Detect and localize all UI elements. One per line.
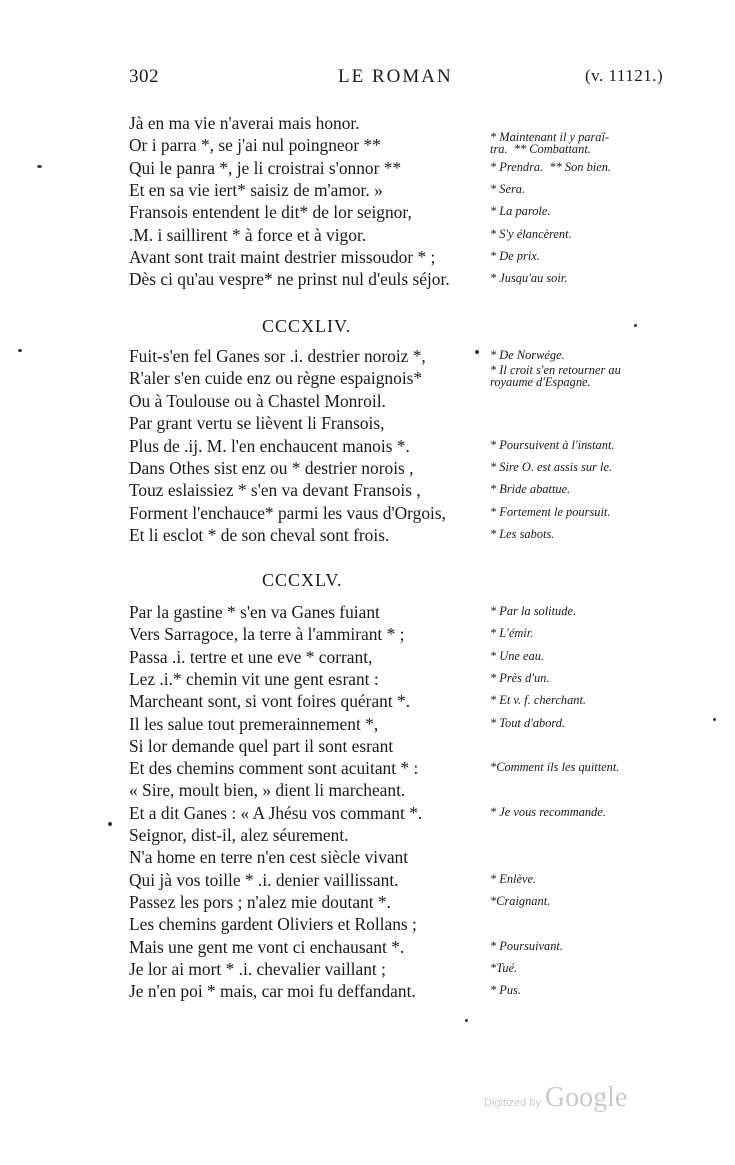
verse-line bbox=[0, 112, 735, 134]
verse-line bbox=[0, 713, 735, 735]
margin-gloss: * S'y élancèrent. bbox=[490, 226, 572, 241]
verse-text: Vers Sarragoce, la terre à l'ammirant * ; bbox=[129, 624, 405, 645]
verse-text: Si lor demande quel part il sont esrant bbox=[129, 735, 394, 756]
scan-speck bbox=[108, 822, 112, 826]
margin-gloss: *Craignant. bbox=[490, 893, 551, 908]
verse-text: Et en sa vie iert* saisiz de m'amor. » bbox=[129, 179, 383, 200]
verse-line bbox=[0, 224, 735, 246]
verse-line bbox=[0, 779, 735, 801]
margin-gloss: * Poursuivent à l'instant. bbox=[490, 437, 615, 452]
margin-gloss: * Enlève. bbox=[490, 871, 537, 886]
running-title: LE ROMAN bbox=[338, 66, 453, 87]
verse-line bbox=[0, 502, 735, 524]
verse-text: Forment l'enchauce* parmi les vaus d'Orgois, bbox=[129, 502, 446, 523]
margin-gloss: * De Norwége. bbox=[490, 348, 565, 362]
scan-speck bbox=[18, 349, 22, 352]
margin-gloss: * Près d'un. bbox=[490, 670, 550, 685]
margin-gloss: * Et v. f. cherchant. bbox=[490, 693, 586, 708]
verse-text: Dès ci qu'au vespre* ne prinst nul d'euls séjor. bbox=[129, 269, 450, 290]
page-number: 302 bbox=[129, 66, 159, 87]
verse-text: Les chemins gardent Oliviers et Rollans ; bbox=[129, 914, 417, 935]
margin-gloss: * Poursuivant. bbox=[490, 938, 563, 953]
scan-speck bbox=[465, 1019, 468, 1022]
verse-line bbox=[0, 980, 735, 1002]
verse-line bbox=[0, 246, 735, 268]
verse-text: Touz eslaissiez * s'en va devant Fransois , bbox=[129, 480, 421, 501]
margin-gloss: *Tué. bbox=[490, 960, 518, 975]
verse-text: Passez les pors ; n'alez mie doutant *. bbox=[129, 891, 391, 912]
verse-line bbox=[0, 891, 735, 913]
verse-line bbox=[0, 201, 735, 223]
verse-line bbox=[0, 623, 735, 645]
verse-text: Il les salue tout premerainnement *, bbox=[129, 713, 379, 734]
margin-gloss: * Les sabots. bbox=[490, 527, 555, 542]
scan-speck bbox=[713, 718, 716, 721]
margin-gloss: * Une eau. bbox=[490, 648, 545, 663]
verse-text: Je lor ai mort * .i. chevalier vaillant ; bbox=[129, 958, 386, 979]
margin-gloss: * Je vous recommande. bbox=[490, 804, 606, 819]
verse-line bbox=[0, 690, 735, 712]
verse-text: Ou à Toulouse ou à Chastel Monroil. bbox=[129, 390, 386, 411]
verse-text: Jà en ma vie n'averai mais honor. bbox=[129, 113, 360, 133]
verse-text: Fuit-s'en fel Ganes sor .i. destrier noroiz *, bbox=[129, 346, 426, 366]
verse-text: Avant sont trait maint destrier missoudor * ; bbox=[129, 246, 436, 267]
verse-line bbox=[0, 363, 735, 390]
verse-line bbox=[0, 936, 735, 958]
margin-gloss: * Fortement le poursuit. bbox=[490, 504, 611, 519]
verse-text: R'aler s'en cuide enz ou règne espaignois* bbox=[129, 368, 423, 389]
verse-line bbox=[0, 157, 735, 179]
verse-text: Or i parra *, se j'ai nul poingneor ** bbox=[129, 135, 381, 156]
verse-line bbox=[0, 268, 735, 290]
margin-gloss: * Par la solitude. bbox=[490, 604, 577, 618]
margin-gloss: * Il croit s'en retourner au royaume d'Espagne. bbox=[490, 363, 621, 390]
verse-line bbox=[0, 345, 735, 367]
verse-text: « Sire, moult bien, » dient li marcheant. bbox=[129, 780, 406, 801]
verse-text: Et a dit Ganes : « A Jhésu vos commant *. bbox=[129, 802, 423, 823]
margin-gloss: *Comment ils les quittent. bbox=[490, 760, 620, 775]
margin-gloss: * Tout d'abord. bbox=[490, 715, 566, 730]
verse-text: Plus de .ij. M. l'en enchaucent manois *. bbox=[129, 435, 410, 456]
margin-gloss: * Maintenant il y paraî- tra. ** Combattant. bbox=[490, 130, 610, 157]
margin-gloss: * L'émir. bbox=[490, 626, 534, 641]
verse-line bbox=[0, 435, 735, 457]
verse-line bbox=[0, 869, 735, 891]
verse-line bbox=[0, 390, 735, 412]
verse-text: Qui le panra *, je li croistrai s'onnor ** bbox=[129, 157, 402, 178]
margin-gloss: * Prendra. ** Son bien. bbox=[490, 159, 612, 174]
verse-line bbox=[0, 735, 735, 757]
verse-text: Je n'en poi * mais, car moi fu deffandant. bbox=[129, 981, 416, 1002]
verse-text: Et li esclot * de son cheval sont frois. bbox=[129, 525, 390, 546]
verse-line bbox=[0, 668, 735, 690]
verse-reference: (v. 11121.) bbox=[585, 66, 664, 85]
verse-line bbox=[0, 913, 735, 935]
scan-speck bbox=[634, 324, 637, 327]
verse-line bbox=[0, 457, 735, 479]
google-logo: Google bbox=[544, 1082, 628, 1113]
verse-text: Qui jà vos toille * .i. denier vaillissant. bbox=[129, 869, 399, 890]
section-title-cccxliv: CCCXLIV. bbox=[262, 316, 352, 336]
verse-text: Dans Othes sist enz ou * destrier norois , bbox=[129, 458, 414, 478]
verse-line bbox=[0, 130, 735, 157]
scan-speck bbox=[475, 350, 479, 354]
verse-text: Fransois entendent le dit* de lor seignor, bbox=[129, 202, 412, 223]
margin-gloss: * De prix. bbox=[490, 248, 540, 263]
verse-line bbox=[0, 412, 735, 434]
verse-text: Mais une gent me vont ci enchausant *. bbox=[129, 936, 405, 957]
verse-text: Par la gastine * s'en va Ganes fuiant bbox=[129, 602, 380, 622]
verse-text: Lez .i.* chemin vit une gent esrant : bbox=[129, 668, 379, 689]
verse-line bbox=[0, 179, 735, 201]
verse-line bbox=[0, 757, 735, 779]
verse-text: Et des chemins comment sont acuitant * : bbox=[129, 758, 419, 779]
verse-line bbox=[0, 824, 735, 846]
verse-text: Seignor, dist-il, alez séurement. bbox=[129, 825, 349, 845]
verse-text: N'a home en terre n'en cest siècle vivant bbox=[129, 847, 409, 868]
verse-line bbox=[0, 958, 735, 980]
verse-text: Marcheant sont, si vont foires quérant *. bbox=[129, 691, 411, 712]
margin-gloss: * Sire O. est assis sur le. bbox=[490, 460, 613, 474]
verse-line bbox=[0, 846, 735, 868]
verse-text: Par grant vertu se lièvent li Fransois, bbox=[129, 413, 385, 434]
margin-gloss: * Sera. bbox=[490, 181, 526, 196]
verse-line bbox=[0, 479, 735, 501]
margin-gloss: * Jusqu'au soir. bbox=[490, 271, 568, 286]
digitized-watermark bbox=[484, 1082, 627, 1114]
verse-line bbox=[0, 601, 735, 623]
scan-speck bbox=[37, 165, 42, 168]
verse-line bbox=[0, 802, 735, 824]
verse-line bbox=[0, 646, 735, 668]
watermark-prefix: Digitized by bbox=[484, 1097, 541, 1109]
margin-gloss: * Bride abattue. bbox=[490, 482, 571, 497]
verse-line bbox=[0, 524, 735, 546]
margin-gloss: * La parole. bbox=[490, 204, 551, 219]
section-title-cccxlv: CCCXLV. bbox=[262, 570, 343, 590]
margin-gloss: * Pus. bbox=[490, 983, 521, 998]
verse-text: Passa .i. tertre et une eve * corrant, bbox=[129, 646, 373, 667]
verse-text: .M. i saillirent * à force et à vigor. bbox=[129, 224, 367, 245]
